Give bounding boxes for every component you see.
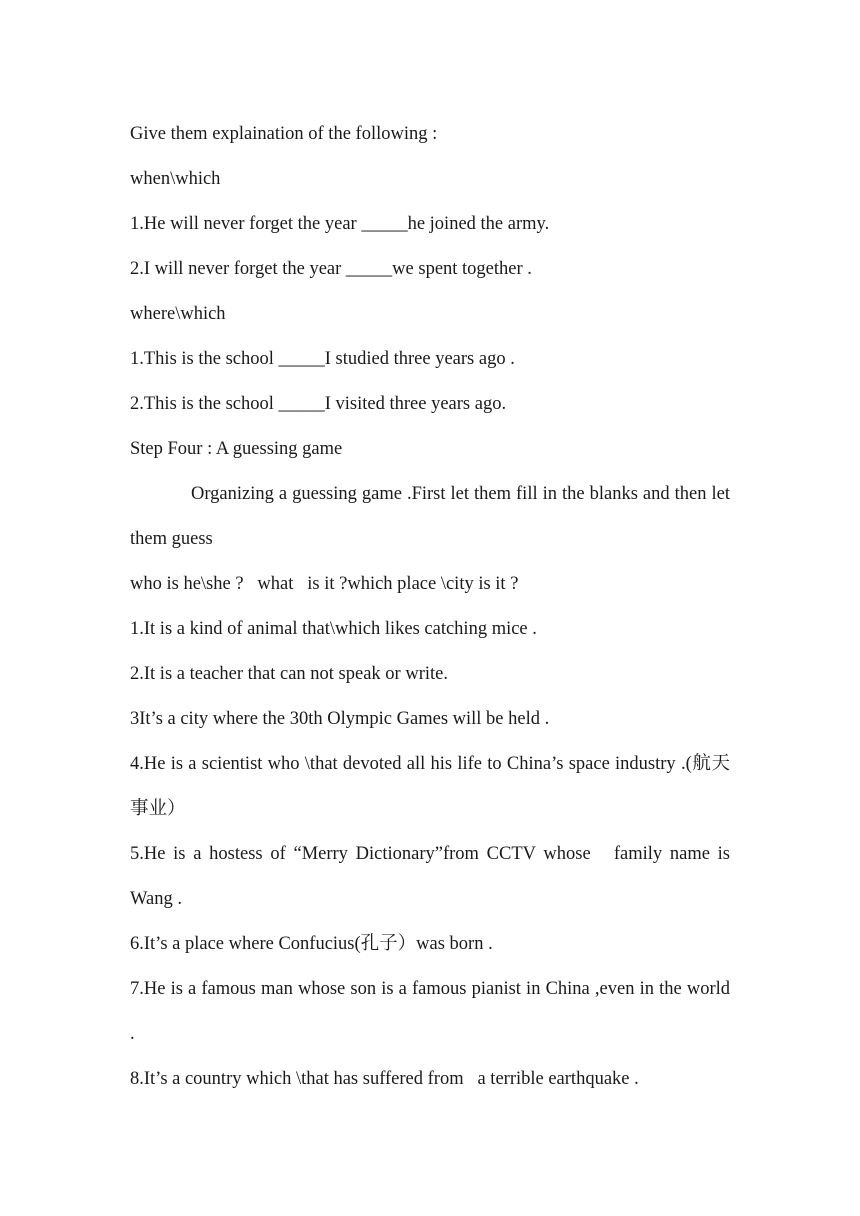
riddle-item: 4.He is a scientist who \that devoted all his life to China’s space industry .(航天事业） bbox=[130, 754, 730, 819]
guess-prompt: who is he\she ? what is it ?which place \city is it ? bbox=[130, 574, 519, 594]
instruction-heading: Give them explaination of the following : bbox=[130, 124, 438, 144]
riddle-item: 1.It is a kind of animal that\which likes catching mice . bbox=[130, 619, 537, 639]
document-page bbox=[130, 112, 730, 1102]
exercise-sentence: 1.He will never forget the year _____he joined the army. bbox=[130, 214, 550, 234]
step-description: Organizing a guessing game .First let them fill in the blanks and then let them guess bbox=[130, 484, 730, 549]
riddle-item: 8.It’s a country which \that has suffered from a terrible earthquake . bbox=[130, 1069, 639, 1089]
riddle-item: 3It’s a city where the 30th Olympic Games will be held . bbox=[130, 709, 550, 729]
riddle-item: 2.It is a teacher that can not speak or write. bbox=[130, 664, 448, 684]
section-label-where-which: where\which bbox=[130, 304, 226, 324]
section-label-when-which: when\which bbox=[130, 169, 221, 189]
riddle-item: 5.He is a hostess of “Merry Dictionary”from CCTV whose family name is Wang . bbox=[130, 844, 730, 909]
riddle-item: 7.He is a famous man whose son is a famous pianist in China ,even in the world . bbox=[130, 979, 730, 1044]
exercise-sentence: 2.This is the school _____I visited three years ago. bbox=[130, 394, 507, 414]
step-heading: Step Four : A guessing game bbox=[130, 439, 343, 459]
exercise-sentence: 1.This is the school _____I studied three years ago . bbox=[130, 349, 515, 369]
exercise-sentence: 2.I will never forget the year _____we spent together . bbox=[130, 259, 532, 279]
riddle-item: 6.It’s a place where Confucius(孔子）was born . bbox=[130, 934, 493, 954]
